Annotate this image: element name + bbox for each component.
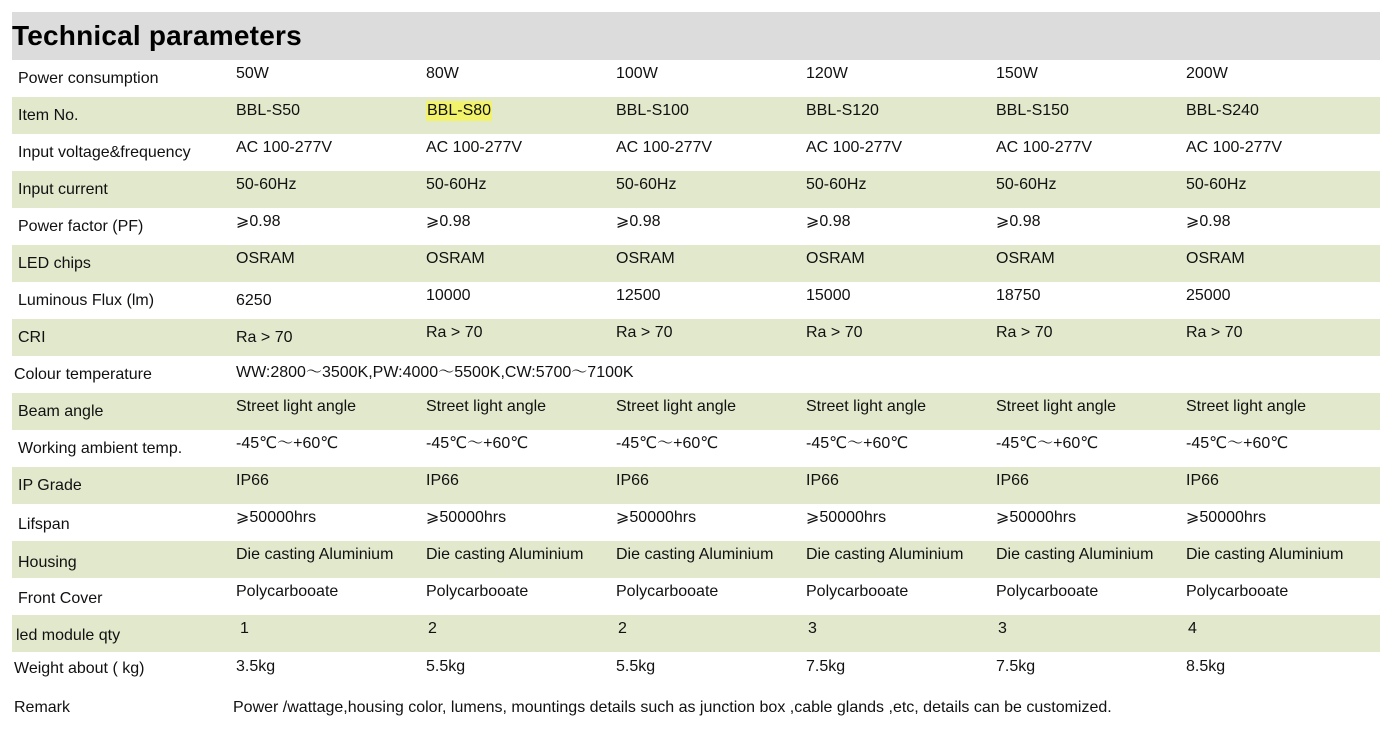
table-row xyxy=(12,282,1380,319)
table-cell: ⩾0.98 xyxy=(1186,213,1231,230)
table-row xyxy=(12,467,1380,504)
table-cell: 200W xyxy=(1186,65,1228,82)
table-row xyxy=(12,60,1380,97)
table-cell: Polycarbooate xyxy=(1186,583,1289,600)
row-label: LED chips xyxy=(18,255,91,272)
table-row xyxy=(12,578,1380,615)
table-cell: ⩾0.98 xyxy=(806,213,851,230)
table-cell: 1 xyxy=(240,620,249,637)
table-cell: 2 xyxy=(618,620,627,637)
table-cell: IP66 xyxy=(616,472,649,489)
table-cell: OSRAM xyxy=(1186,250,1245,267)
table-cell: Ra > 70 xyxy=(616,324,673,341)
table-cell: -45℃～+60℃ xyxy=(616,435,719,452)
table-cell: Die casting Aluminium xyxy=(426,546,584,563)
table-cell: Polycarbooate xyxy=(236,583,339,600)
table-cell: ⩾0.98 xyxy=(996,213,1041,230)
row-label: Colour temperature xyxy=(14,366,152,383)
table-cell: -45℃～+60℃ xyxy=(996,435,1099,452)
table-cell: 50-60Hz xyxy=(1186,176,1247,193)
table-cell: BBL-S50 xyxy=(236,102,301,119)
table-cell: Street light angle xyxy=(1186,398,1307,415)
table-row xyxy=(12,208,1380,245)
table-cell: ⩾50000hrs xyxy=(996,509,1077,526)
table-cell: Ra > 70 xyxy=(426,324,483,341)
table-cell: 50-60Hz xyxy=(236,176,297,193)
table-cell: Street light angle xyxy=(236,398,357,415)
table-cell: 15000 xyxy=(806,287,851,304)
colour-temperature-value: WW:2800～3500K,PW:4000～5500K,CW:5700～7100K xyxy=(236,364,634,381)
table-cell: AC 100-277V xyxy=(806,139,903,156)
table-cell: AC 100-277V xyxy=(426,139,523,156)
table-cell: 50-60Hz xyxy=(996,176,1057,193)
table-cell: 4 xyxy=(1188,620,1197,637)
table-cell: Street light angle xyxy=(806,398,927,415)
table-cell: -45℃～+60℃ xyxy=(1186,435,1289,452)
table-cell: 150W xyxy=(996,65,1038,82)
table-cell: ⩾0.98 xyxy=(616,213,661,230)
technical-parameters-sheet xyxy=(12,12,1380,726)
table-cell: 80W xyxy=(426,65,459,82)
table-cell: BBL-S150 xyxy=(996,102,1069,119)
table-cell: ⩾50000hrs xyxy=(236,509,317,526)
row-label: Item No. xyxy=(18,107,79,124)
table-cell: Ra > 70 xyxy=(996,324,1053,341)
row-label: Input voltage&frequency xyxy=(18,144,191,161)
row-label: IP Grade xyxy=(18,477,82,494)
row-label: Working ambient temp. xyxy=(18,440,183,457)
table-cell: 5.5kg xyxy=(616,658,656,675)
table-cell: 8.5kg xyxy=(1186,658,1226,675)
table-cell: ⩾0.98 xyxy=(236,213,281,230)
table-cell: ⩾50000hrs xyxy=(426,509,507,526)
table-cell: AC 100-277V xyxy=(996,139,1093,156)
row-label: Housing xyxy=(18,554,77,571)
table-cell: 3.5kg xyxy=(236,658,276,675)
table-cell: 18750 xyxy=(996,287,1041,304)
table-cell: Street light angle xyxy=(996,398,1117,415)
table-cell: Street light angle xyxy=(616,398,737,415)
highlighted-item-number: BBL-S80 xyxy=(427,102,492,119)
row-label: led module qty xyxy=(16,627,121,644)
table-cell: -45℃～+60℃ xyxy=(806,435,909,452)
page-title: Technical parameters xyxy=(12,20,302,51)
table-cell: ⩾0.98 xyxy=(426,213,471,230)
table-cell: 12500 xyxy=(616,287,661,304)
row-label: CRI xyxy=(18,329,46,346)
table-cell: BBL-S240 xyxy=(1186,102,1259,119)
table-cell: 7.5kg xyxy=(806,658,846,675)
table-cell: 2 xyxy=(428,620,437,637)
remark-label: Remark xyxy=(14,699,71,716)
table-row xyxy=(12,97,1380,134)
table-cell: Die casting Aluminium xyxy=(806,546,964,563)
row-label: Input current xyxy=(18,181,108,198)
table-cell: 6250 xyxy=(236,292,272,309)
row-label: Power factor (PF) xyxy=(18,218,144,235)
remark-text: Power /wattage,housing color, lumens, mountings details such as junction box ,cable glands ,etc, details can be customized. xyxy=(233,699,1112,716)
table-row xyxy=(12,171,1380,208)
table-cell: 50-60Hz xyxy=(426,176,487,193)
table-cell: AC 100-277V xyxy=(236,139,333,156)
table-cell: Die casting Aluminium xyxy=(996,546,1154,563)
table-cell: ⩾50000hrs xyxy=(1186,509,1267,526)
table-cell: BBL-S100 xyxy=(616,102,689,119)
table-cell: 25000 xyxy=(1186,287,1231,304)
row-label: Front Cover xyxy=(18,590,103,607)
row-label: Weight about ( kg) xyxy=(14,660,145,677)
table-cell: ⩾50000hrs xyxy=(616,509,697,526)
row-label: Beam angle xyxy=(18,403,104,420)
table-row xyxy=(12,541,1380,578)
table-cell: IP66 xyxy=(996,472,1029,489)
table-cell: OSRAM xyxy=(806,250,865,267)
table-cell: ⩾50000hrs xyxy=(806,509,887,526)
table-cell: AC 100-277V xyxy=(616,139,713,156)
table-cell: BBL-S120 xyxy=(806,102,879,119)
table-cell: Die casting Aluminium xyxy=(1186,546,1344,563)
table-cell: 50W xyxy=(236,65,269,82)
table-cell: 10000 xyxy=(426,287,471,304)
table-cell: -45℃～+60℃ xyxy=(426,435,529,452)
title-bar xyxy=(12,12,1380,60)
table-row xyxy=(12,504,1380,541)
table-cell: 7.5kg xyxy=(996,658,1036,675)
table-cell: OSRAM xyxy=(616,250,675,267)
table-cell: 120W xyxy=(806,65,848,82)
table-cell: Street light angle xyxy=(426,398,547,415)
table-row xyxy=(12,245,1380,282)
table-cell: Ra > 70 xyxy=(1186,324,1243,341)
row-label: Power consumption xyxy=(18,70,159,87)
table-cell: IP66 xyxy=(236,472,269,489)
table-cell: 3 xyxy=(998,620,1007,637)
table-cell: Polycarbooate xyxy=(806,583,909,600)
table-cell: 100W xyxy=(616,65,658,82)
remark-row xyxy=(12,686,1380,726)
table-row xyxy=(12,652,1380,686)
table-cell: OSRAM xyxy=(426,250,485,267)
table-cell: Ra > 70 xyxy=(806,324,863,341)
table-row xyxy=(12,356,1380,393)
table-cell: 5.5kg xyxy=(426,658,466,675)
spec-table xyxy=(12,60,1380,726)
row-label: Lifspan xyxy=(18,516,70,533)
table-cell: 50-60Hz xyxy=(616,176,677,193)
table-cell: Polycarbooate xyxy=(996,583,1099,600)
table-row xyxy=(12,393,1380,430)
table-cell: Polycarbooate xyxy=(426,583,529,600)
table-row xyxy=(12,430,1380,467)
table-row xyxy=(12,615,1380,652)
table-cell: IP66 xyxy=(426,472,459,489)
table-row xyxy=(12,319,1380,356)
table-cell: 3 xyxy=(808,620,817,637)
table-cell: 50-60Hz xyxy=(806,176,867,193)
row-label: Luminous Flux (lm) xyxy=(18,292,155,309)
table-cell: OSRAM xyxy=(996,250,1055,267)
table-cell: AC 100-277V xyxy=(1186,139,1283,156)
table-row xyxy=(12,134,1380,171)
table-cell: Die casting Aluminium xyxy=(236,546,394,563)
table-cell: Polycarbooate xyxy=(616,583,719,600)
table-cell: -45℃～+60℃ xyxy=(236,435,339,452)
table-cell: IP66 xyxy=(806,472,839,489)
table-cell: Die casting Aluminium xyxy=(616,546,774,563)
table-cell: IP66 xyxy=(1186,472,1219,489)
table-cell: Ra > 70 xyxy=(236,329,293,346)
table-cell: OSRAM xyxy=(236,250,295,267)
